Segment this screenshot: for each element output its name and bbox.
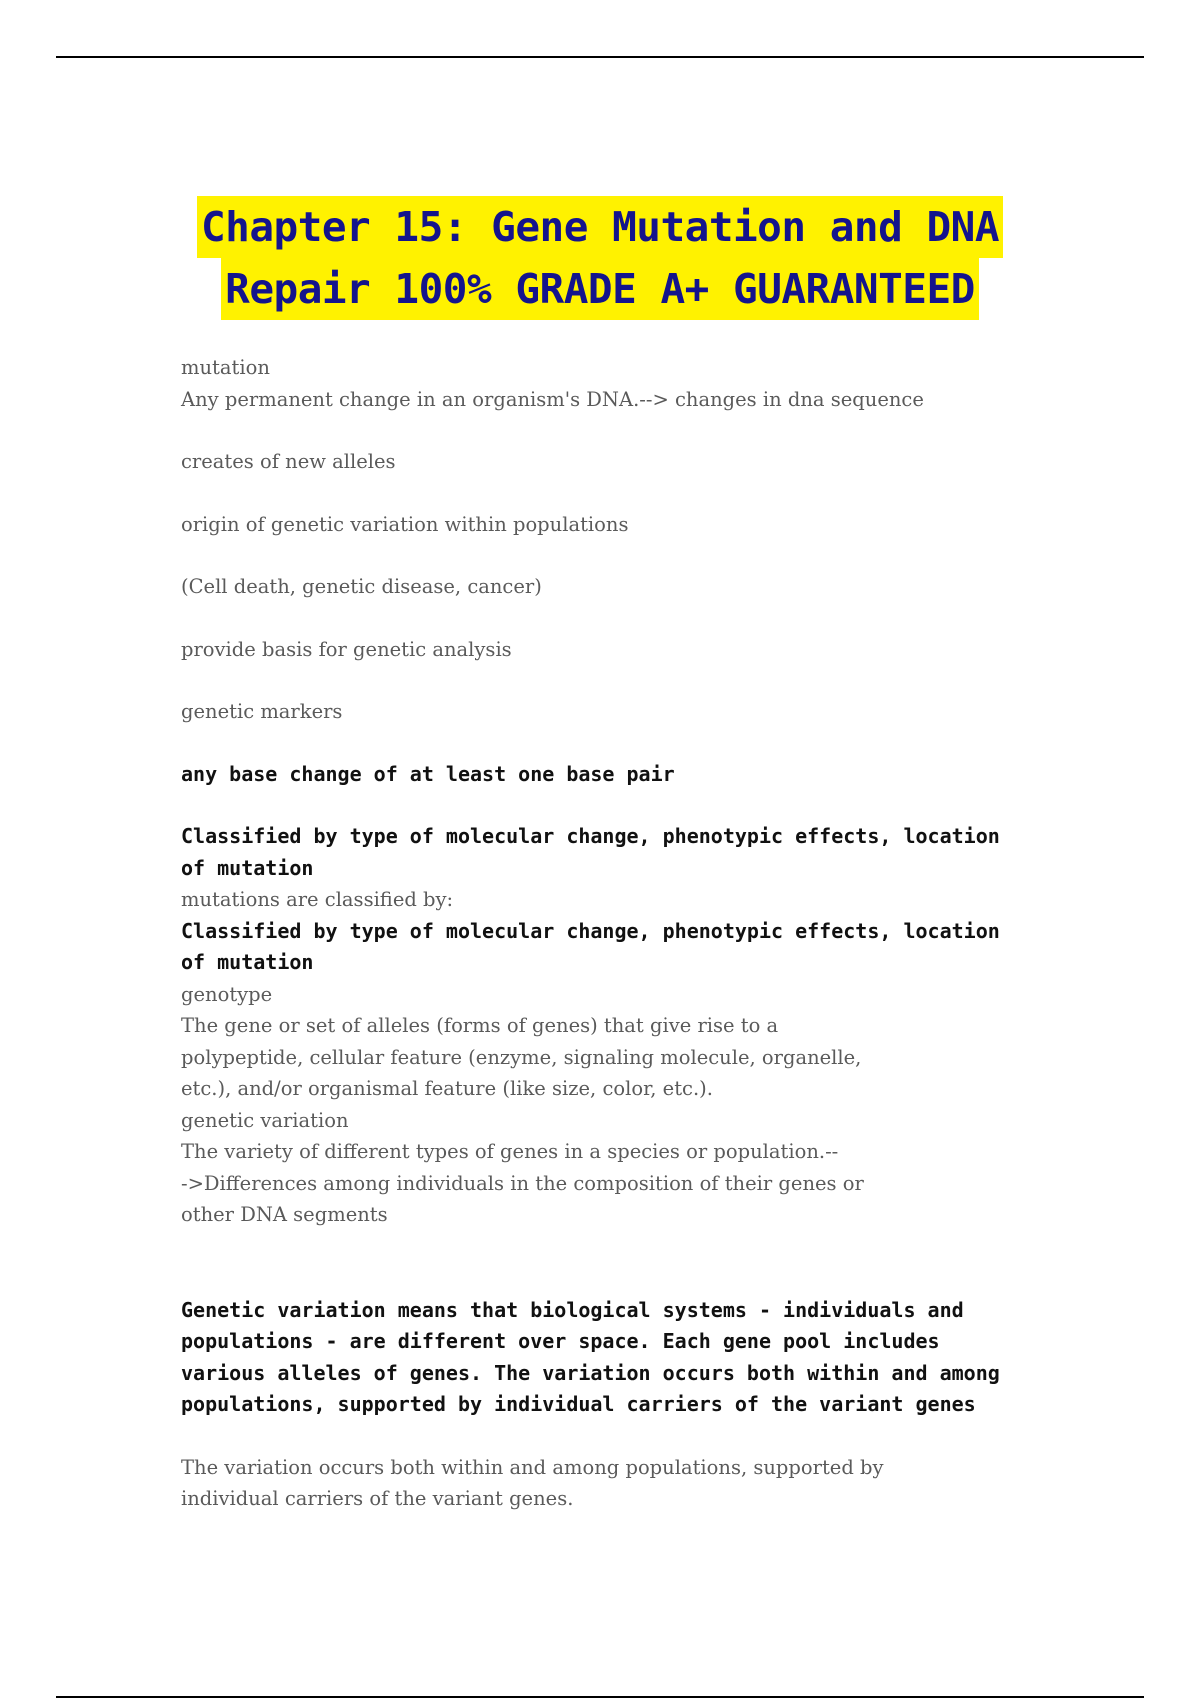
definition-line: polypeptide, cellular feature (enzyme, signaling molecule, organelle, xyxy=(181,1045,862,1069)
term-mutation: mutation xyxy=(181,356,270,379)
top-rule xyxy=(56,56,1144,58)
answer-line: of mutation xyxy=(181,950,314,974)
definition-line: ->Differences among individuals in the composition of their genes or xyxy=(181,1171,864,1195)
answer-line: any base change of at least one base pair xyxy=(181,761,675,786)
definition-line: Any permanent change in an organism's DNA.--> changes in dna sequence xyxy=(181,387,924,411)
definition-line: The variety of different types of genes in a species or population.-- xyxy=(181,1140,839,1163)
answer-line: Classified by type of molecular change, phenotypic effects, location xyxy=(181,824,1000,848)
definition-line: other DNA segments xyxy=(181,1203,388,1226)
definition-line: origin of genetic variation within populations xyxy=(181,512,629,536)
answer-line: Classified by type of molecular change, phenotypic effects, location xyxy=(181,918,1000,943)
answer-line: populations - are different over space. Each gene pool includes xyxy=(181,1329,940,1353)
document-title xyxy=(0,196,1200,320)
definition-line: The gene or set of alleles (forms of genes) that give rise to a xyxy=(181,1014,779,1037)
definition-line: (Cell death, genetic disease, cancer) xyxy=(181,575,542,598)
definition-line: provide basis for genetic analysis xyxy=(181,637,512,661)
definition-line: creates of new alleles xyxy=(181,450,396,473)
definition-line: The variation occurs both within and among populations, supported by xyxy=(181,1455,884,1479)
term-genetic-variation: genetic variation xyxy=(181,1108,349,1132)
answer-line: Genetic variation means that biological systems - individuals and xyxy=(181,1297,964,1322)
bottom-rule xyxy=(56,1696,1144,1698)
document-body xyxy=(181,352,1031,1515)
answer-line: populations, supported by individual carriers of the variant genes xyxy=(181,1392,976,1416)
answer-line: various alleles of genes. The variation occurs both within and among xyxy=(181,1360,1000,1385)
answer-line: of mutation xyxy=(181,855,314,880)
definition-line: genetic markers xyxy=(181,700,343,723)
definition-line: individual carriers of the variant genes. xyxy=(181,1487,574,1510)
definition-line: etc.), and/or organismal feature (like size, color, etc.). xyxy=(181,1077,713,1100)
term-classification: mutations are classified by: xyxy=(181,888,454,911)
term-genotype: genotype xyxy=(181,982,273,1006)
title-line-1: Chapter 15: Gene Mutation and DNA xyxy=(197,196,1003,258)
title-line-2: Repair 100% GRADE A+ GUARANTEED xyxy=(221,258,979,320)
